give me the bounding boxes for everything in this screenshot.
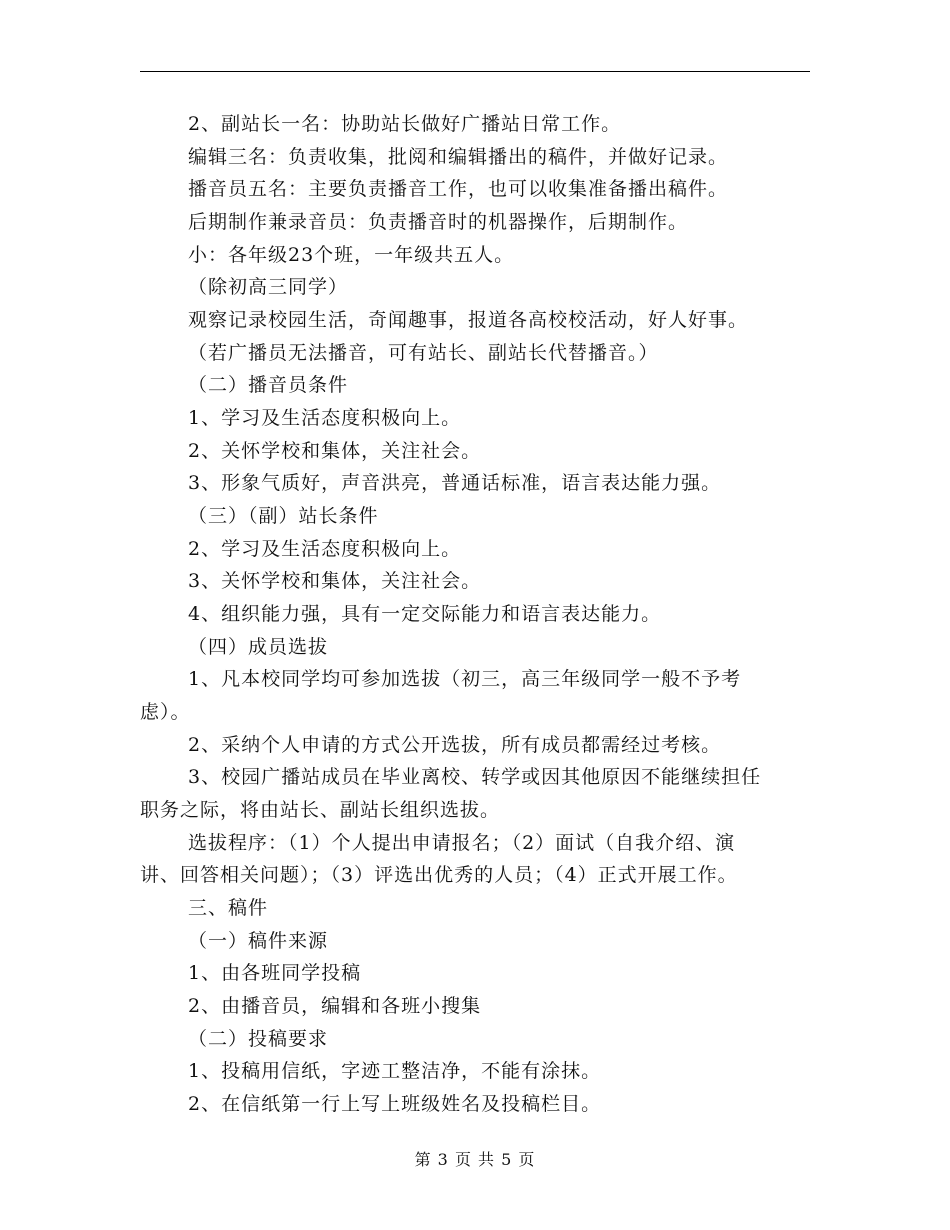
text-line: 2、学习及生活态度积极向上。 [188, 538, 462, 560]
text-line: （若广播员无法播音，可有站长、副站长代替播音。） [188, 342, 659, 364]
text-line: 观察记录校园生活，奇闻趣事，报道各高校校活动，好人好事。 [188, 309, 749, 331]
text-line: 2、由播音员，编辑和各班小搜集 [188, 995, 482, 1017]
page-number: 第 3 页 共 5 页 [414, 1150, 536, 1169]
text-line: 3、关怀学校和集体，关注社会。 [188, 570, 482, 592]
text-line: 选拔程序：（1）个人提出申请报名；（2）面试（自我介绍、演 [188, 832, 736, 854]
text-line: 3、形象气质好，声音洪亮，普通话标准，语言表达能力强。 [188, 472, 722, 494]
text-line: 播音员五名：主要负责播音工作，也可以收集准备播出稿件。 [188, 178, 729, 200]
text-line: 3、校园广播站成员在毕业离校、转学或因其他原因不能继续担任 [188, 766, 762, 788]
text-line: 1、凡本校同学均可参加选拔（初三，高三年级同学一般不予考 [188, 668, 742, 690]
text-line: 1、投稿用信纸，字迹工整洁净，不能有涂抹。 [188, 1060, 602, 1082]
section-heading: （三）（副）站长条件 [188, 505, 379, 527]
section-heading: （二）投稿要求 [188, 1028, 329, 1050]
text-line: 职务之际，将由站长、副站长组织选拔。 [140, 799, 501, 821]
section-heading: （二）播音员条件 [188, 374, 349, 396]
text-line: 2、在信纸第一行上写上班级姓名及投稿栏目。 [188, 1093, 602, 1115]
text-line: 1、学习及生活态度积极向上。 [188, 407, 462, 429]
text-line: 虑）。 [140, 701, 191, 723]
section-heading: （一）稿件来源 [188, 930, 329, 952]
text-line: 1、由各班同学投稿 [188, 962, 362, 984]
text-line: 4、组织能力强，具有一定交际能力和语言表达能力。 [188, 603, 662, 625]
text-line: 后期制作兼录音员：负责播音时的机器操作，后期制作。 [188, 211, 689, 233]
text-line: （除初高三同学） [188, 276, 349, 298]
text-line: 2、关怀学校和集体，关注社会。 [188, 440, 482, 462]
header-rule [140, 71, 810, 72]
text-line: 2、副站长一名：协助站长做好广播站日常工作。 [188, 113, 622, 135]
text-line: 小：各年级23个班，一年级共五人。 [188, 244, 515, 266]
text-line: 2、采纳个人申请的方式公开选拔，所有成员都需经过考核。 [188, 734, 722, 756]
text-line: 编辑三名：负责收集，批阅和编辑播出的稿件，并做好记录。 [188, 146, 729, 168]
text-line: 讲、回答相关问题）；（3）评选出优秀的人员；（4）正式开展工作。 [140, 864, 738, 886]
section-heading: （四）成员选拔 [188, 636, 329, 658]
section-heading: 三、稿件 [188, 897, 269, 919]
